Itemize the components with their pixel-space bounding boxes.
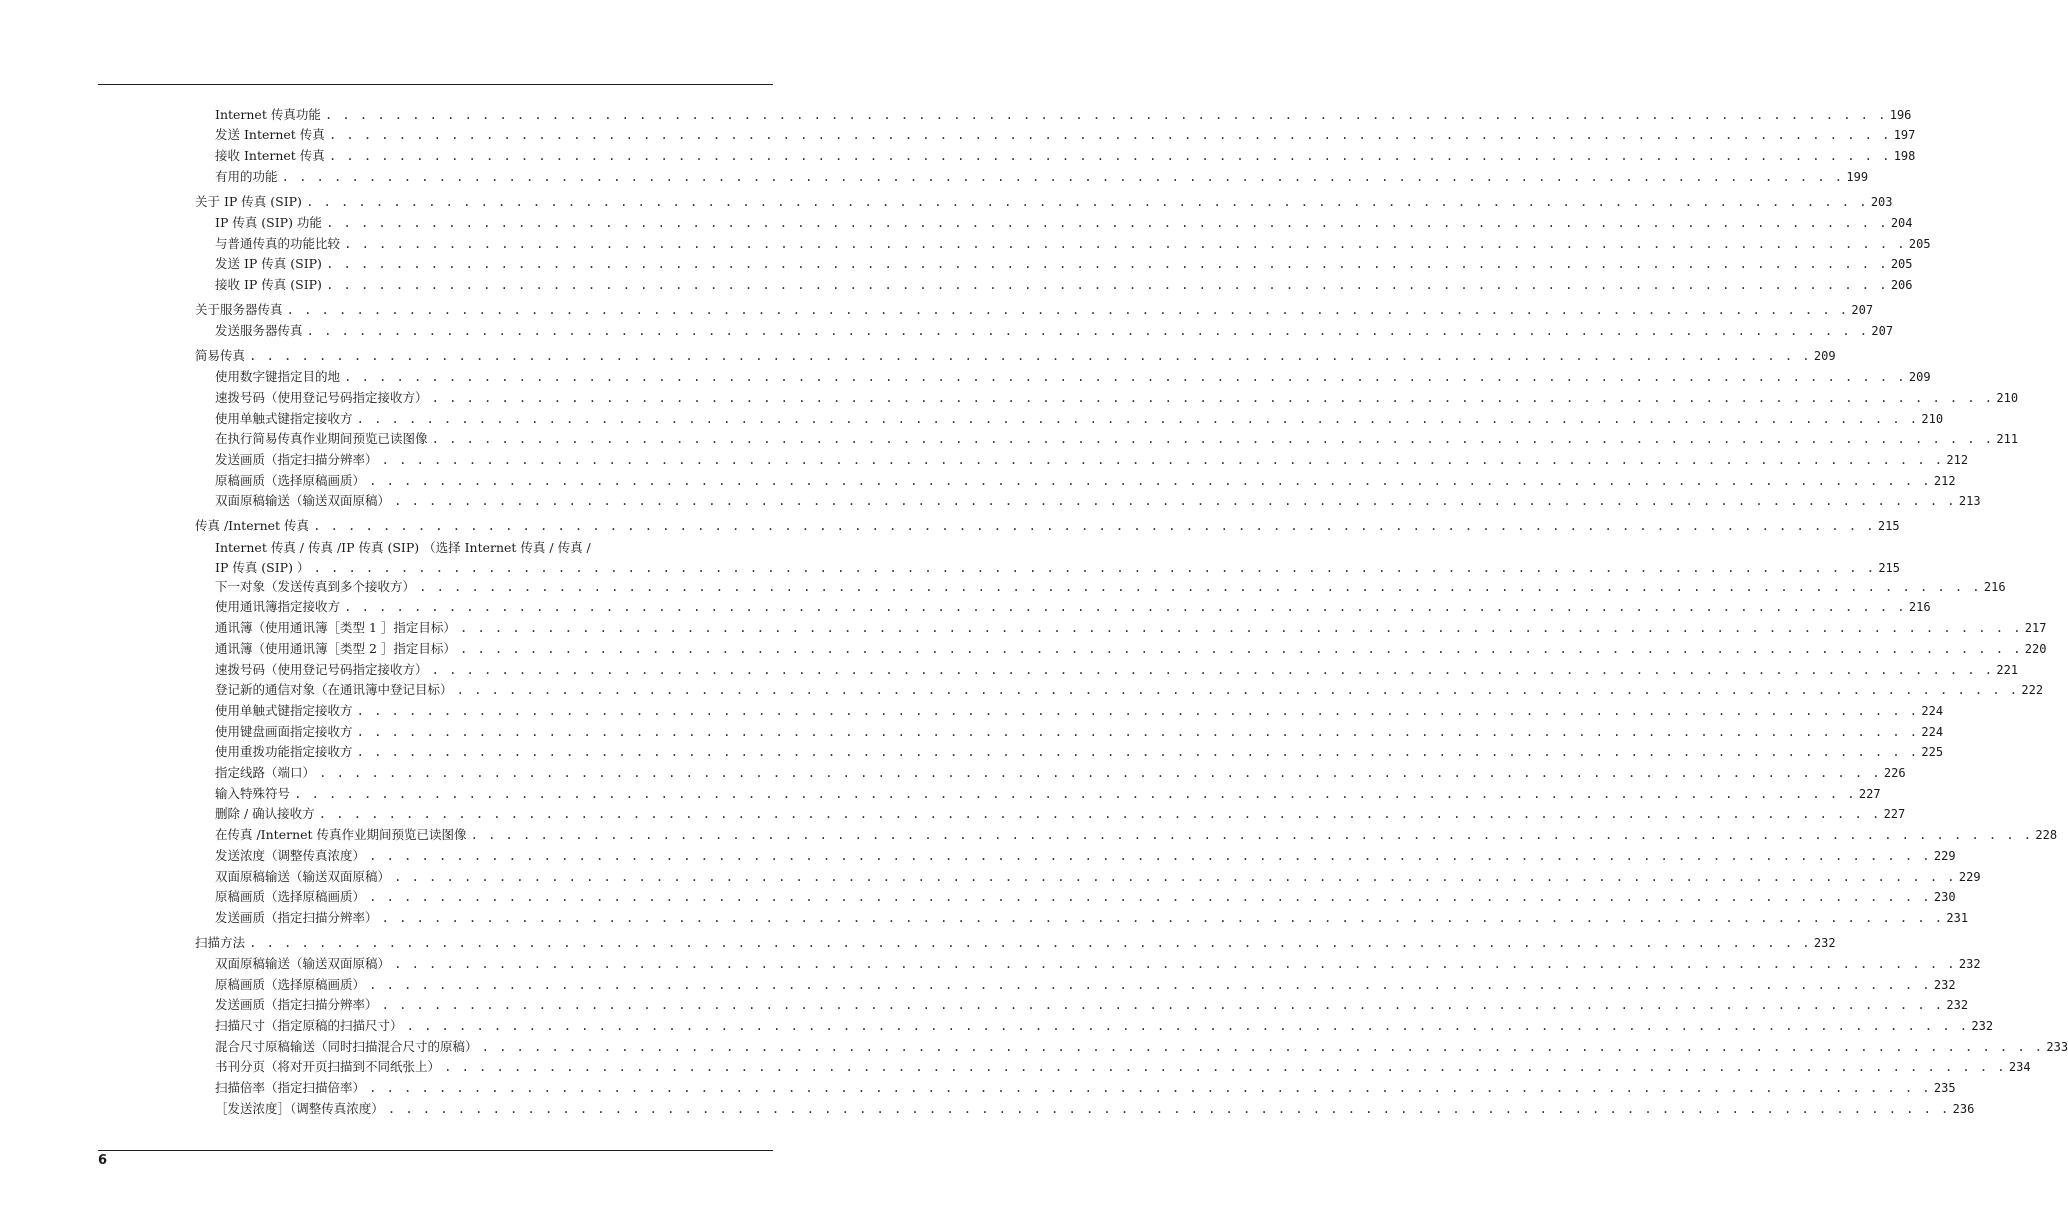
- toc-dot-leader: . . . . . . . . . . . . . . . . . . . . . . . . . . . . . . . . . . . . . . . . . . . . . . . . . . . . . . . . . . . . . . . . . . . . . . . . . . . . . . . . . . . . . . . . . .: [369, 473, 1931, 488]
- toc-page-number: 232: [1933, 978, 1956, 992]
- toc-page-number: 216: [1908, 600, 1931, 614]
- toc-entry-label: ［发送浓度］（调整传真浓度）: [215, 1101, 384, 1116]
- toc-subsection-entry[interactable]: [215, 276, 1913, 294]
- toc-dot-leader: . . . . . . . . . . . . . . . . . . . . . . . . . . . . . . . . . . . . . . . . . . . . . . . . . . . . . . . . . . . . . . . . . . . . . . . . . . . . . . . . . . . . . . . . . .: [319, 765, 1881, 780]
- toc-page-number: 232: [1946, 998, 1969, 1012]
- toc-subsection-entry[interactable]: [215, 868, 1981, 886]
- toc-entry-label: 使用数字键指定目的地: [215, 369, 341, 384]
- toc-page-number: 222: [2021, 683, 2044, 697]
- toc-entry-label: 删除 / 确认接收方: [215, 806, 315, 821]
- toc-entry-label: 使用键盘画面指定接收方: [215, 724, 353, 739]
- toc-entry-label: 有用的功能: [215, 169, 278, 184]
- toc-entry-label: IP 传真 (SIP) ）: [215, 560, 310, 575]
- toc-dot-leader: . . . . . . . . . . . . . . . . . . . . . . . . . . . . . . . . . . . . . . . . . . . . . . . . . . . . . . . . . . . . . . . . . . . . . . . . . . . . . . . . . . . . . . . . . .: [394, 956, 1956, 971]
- toc-dot-leader: . . . . . . . . . . . . . . . . . . . . . . . . . . . . . . . . . . . . . . . . . . . . . . . . . . . . . . . . . . . . . . . . . . . . . . . . . . . . . . . . . . . . . . . . . .: [369, 848, 1931, 863]
- toc-page-number: 207: [1871, 324, 1894, 338]
- toc-subsection-entry[interactable]: [215, 847, 1956, 865]
- toc-page-number: 215: [1878, 561, 1901, 575]
- toc-page-number: 232: [1971, 1019, 1994, 1033]
- toc-entry-label: 通讯簿（使用通讯簿［类型 1 ］指定目标）: [215, 620, 456, 635]
- toc-page-number: 236: [1952, 1102, 1975, 1116]
- toc-subsection-entry[interactable]: [215, 996, 1969, 1014]
- toc-entry-label: 原稿画质（选择原稿画质）: [215, 977, 366, 992]
- toc-dot-leader: . . . . . . . . . . . . . . . . . . . . . . . . . . . . . . . . . . . . . . . . . . . . . . . . . . . . . . . . . . . . . . . . . . . . . . . . . . . . . . . . . . . . . . . . . .: [381, 910, 1944, 925]
- toc-subsection-entry[interactable]: [215, 168, 1869, 186]
- toc-entry-label: 扫描方法: [195, 935, 246, 950]
- toc-page-number: 216: [1983, 580, 2006, 594]
- toc-entry-label: 在传真 /Internet 传真作业期间预览已读图像: [215, 827, 467, 842]
- toc-page-number: 227: [1883, 807, 1906, 821]
- toc-subsection-entry[interactable]: [215, 322, 1894, 340]
- toc-dot-leader: . . . . . . . . . . . . . . . . . . . . . . . . . . . . . . . . . . . . . . . . . . . . . . . . . . . . . . . . . . . . . . . . . . . . . . . . . . . . . . . . . . . . . . . . . .: [369, 1080, 1931, 1095]
- toc-subsection-entry[interactable]: [215, 661, 2019, 679]
- toc-subsection-entry[interactable]: [215, 619, 2047, 637]
- toc-subsection-entry[interactable]: [215, 1038, 2068, 1056]
- toc-dot-leader: . . . . . . . . . . . . . . . . . . . . . . . . . . . . . . . . . . . . . . . . . . . . . . . . . . . . . . . . . . . . . . . . . . . . . . . . . . . . . . . . . . . . . . . . . .: [313, 560, 1876, 575]
- toc-subsection-entry[interactable]: [215, 826, 2058, 844]
- toc-page-number: 211: [1996, 432, 2019, 446]
- toc-entry-label: 输入特殊符号: [215, 786, 291, 801]
- page-number: 6: [98, 1153, 108, 1168]
- footer-rule: [98, 1150, 773, 1151]
- toc-page-number: 198: [1893, 149, 1916, 163]
- toc-entry-label: 双面原稿输送（输送双面原稿）: [215, 869, 391, 884]
- toc-page-number: 232: [1958, 957, 1981, 971]
- toc-subsection-entry[interactable]: [215, 598, 1931, 616]
- toc-subsection-entry[interactable]: [215, 559, 1901, 577]
- toc-entry-label: 使用单触式键指定接收方: [215, 703, 353, 718]
- toc-page-number: 204: [1890, 216, 1913, 230]
- toc-dot-leader: . . . . . . . . . . . . . . . . . . . . . . . . . . . . . . . . . . . . . . . . . . . . . . . . . . . . . . . . . . . . . . . . . . . . . . . . . . . . . . . . . . . . . . . . . .: [481, 1039, 2044, 1054]
- toc-section-entry[interactable]: [195, 193, 1893, 211]
- toc-dot-leader: . . . . . . . . . . . . . . . . . . . . . . . . . . . . . . . . . . . . . . . . . . . . . . . . . . . . . . . . . . . . . . . . . . . . . . . . . . . . . . . . . . . . . . . . . .: [456, 682, 2019, 697]
- toc-dot-leader: . . . . . . . . . . . . . . . . . . . . . . . . . . . . . . . . . . . . . . . . . . . . . . . . . . . . . . . . . . . . . . . . . . . . . . . . . . . . . . . . . . . . . . . . . .: [356, 411, 1919, 426]
- toc-page-number: 225: [1921, 745, 1944, 759]
- toc-entry-label: 传真 /Internet 传真: [195, 518, 310, 533]
- toc-page-number: 205: [1908, 237, 1931, 251]
- toc-entry-label: 关于服务器传真: [195, 302, 283, 317]
- toc-page-number: 209: [1813, 349, 1836, 363]
- toc-entry-label: 使用通讯簿指定接收方: [215, 599, 341, 614]
- toc-entry-continuation: Internet 传真 / 传真 /IP 传真 (SIP) （选择 Internet 传真 / 传真 /: [215, 540, 591, 555]
- toc-subsection-entry[interactable]: [215, 255, 1913, 273]
- toc-page-number: 210: [1921, 412, 1944, 426]
- toc-page-number: 234: [2008, 1060, 2031, 1074]
- toc-page-number: 235: [1933, 1081, 1956, 1095]
- toc-page-number: 230: [1933, 890, 1956, 904]
- toc-entry-label: 混合尺寸原稿输送（同时扫描混合尺寸的原稿）: [215, 1039, 478, 1054]
- toc-entry-label: 发送画质（指定扫描分辨率）: [215, 910, 378, 925]
- toc-entry-label: 接收 Internet 传真: [215, 148, 325, 163]
- toc-page-number: 209: [1908, 370, 1931, 384]
- toc-dot-leader: . . . . . . . . . . . . . . . . . . . . . . . . . . . . . . . . . . . . . . . . . . . . . . . . . . . . . . . . . . . . . . . . . . . . . . . . . . . . . . . . . . . . . . . . . .: [249, 348, 1811, 363]
- toc-section-entry[interactable]: [195, 517, 1900, 535]
- toc-page-number: 199: [1846, 170, 1869, 184]
- toc-dot-leader: . . . . . . . . . . . . . . . . . . . . . . . . . . . . . . . . . . . . . . . . . . . . . . . . . . . . . . . . . . . . . . . . . . . . . . . . . . . . . . . . . . . . . . . . . .: [369, 977, 1931, 992]
- toc-section-entry[interactable]: [195, 301, 1874, 319]
- toc-entry-label: 原稿画质（选择原稿画质）: [215, 473, 366, 488]
- toc-subsection-entry[interactable]: [215, 681, 2044, 699]
- toc-subsection-entry[interactable]: [215, 578, 2006, 596]
- toc-section-entry[interactable]: [195, 934, 1836, 952]
- toc-page-number: 229: [1958, 870, 1981, 884]
- toc-page-number: 221: [1996, 663, 2019, 677]
- toc-page-number: 206: [1890, 278, 1913, 292]
- toc-dot-leader: . . . . . . . . . . . . . . . . . . . . . . . . . . . . . . . . . . . . . . . . . . . . . . . . . . . . . . . . . . . . . . . . . . . . . . . . . . . . . . . . . . . . . . . . . .: [406, 1018, 1969, 1033]
- toc-subsection-entry[interactable]: [215, 1079, 1956, 1097]
- toc-entry-label: 在执行简易传真作业期间预览已读图像: [215, 431, 428, 446]
- toc-subsection-entry[interactable]: [215, 955, 1981, 973]
- toc-entry-label: 发送 Internet 传真: [215, 127, 325, 142]
- toc-entry-label: 接收 IP 传真 (SIP): [215, 277, 322, 292]
- toc-entry-label: 发送画质（指定扫描分辨率）: [215, 452, 378, 467]
- toc-dot-leader: . . . . . . . . . . . . . . . . . . . . . . . . . . . . . . . . . . . . . . . . . . . . . . . . . . . . . . . . . . . . . . . . . . . . . . . . . . . . . . . . . . . . . . . . . .: [459, 620, 2022, 635]
- toc-entry-label: 发送服务器传真: [215, 323, 303, 338]
- toc-dot-leader: . . . . . . . . . . . . . . . . . . . . . . . . . . . . . . . . . . . . . . . . . . . . . . . . . . . . . . . . . . . . . . . . . . . . . . . . . . . . . . . . . . . . . . . . . .: [394, 869, 1956, 884]
- toc-dot-leader: . . . . . . . . . . . . . . . . . . . . . . . . . . . . . . . . . . . . . . . . . . . . . . . . . . . . . . . . . . . . . . . . . . . . . . . . . . . . . . . . . . . . . . . . . .: [313, 518, 1875, 533]
- toc-dot-leader: . . . . . . . . . . . . . . . . . . . . . . . . . . . . . . . . . . . . . . . . . . . . . . . . . . . . . . . . . . . . . . . . . . . . . . . . . . . . . . . . . . . . . . . . . .: [470, 827, 2033, 842]
- toc-dot-leader: . . . . . . . . . . . . . . . . . . . . . . . . . . . . . . . . . . . . . . . . . . . . . . . . . . . . . . . . . . . . . . . . . . . . . . . . . . . . . . . . . . . . . . . . . .: [324, 107, 1887, 122]
- toc-dot-leader: . . . . . . . . . . . . . . . . . . . . . . . . . . . . . . . . . . . . . . . . . . . . . . . . . . . . . . . . . . . . . . . . . . . . . . . . . . . . . . . . . . . . . . . . . .: [306, 323, 1869, 338]
- toc-dot-leader: . . . . . . . . . . . . . . . . . . . . . . . . . . . . . . . . . . . . . . . . . . . . . . . . . . . . . . . . . . . . . . . . . . . . . . . . . . . . . . . . . . . . . . . . . .: [294, 786, 1856, 801]
- toc-entry-label: 发送 IP 传真 (SIP): [215, 256, 322, 271]
- toc-entry-label: 关于 IP 传真 (SIP): [195, 194, 302, 209]
- toc-dot-leader: . . . . . . . . . . . . . . . . . . . . . . . . . . . . . . . . . . . . . . . . . . . . . . . . . . . . . . . . . . . . . . . . . . . . . . . . . . . . . . . . . . . . . . . . . .: [325, 215, 1888, 230]
- toc-subsection-entry[interactable]: [215, 492, 1981, 510]
- toc-subsection-entry[interactable]: [215, 430, 2019, 448]
- toc-entry-label: 书刊分页（将对开页扫描到不同纸张上）: [215, 1059, 441, 1074]
- toc-subsection-entry[interactable]: [215, 723, 1944, 741]
- toc-subsection-entry[interactable]: [215, 888, 1956, 906]
- toc-page-number: 197: [1893, 128, 1916, 142]
- toc-dot-leader: . . . . . . . . . . . . . . . . . . . . . . . . . . . . . . . . . . . . . . . . . . . . . . . . . . . . . . . . . . . . . . . . . . . . . . . . . . . . . . . . . . . . . . . . . .: [419, 579, 1981, 594]
- toc-dot-leader: . . . . . . . . . . . . . . . . . . . . . . . . . . . . . . . . . . . . . . . . . . . . . . . . . . . . . . . . . . . . . . . . . . . . . . . . . . . . . . . . . . . . . . . . . .: [328, 127, 1891, 142]
- toc-entry-label: Internet 传真功能: [215, 107, 321, 122]
- toc-dot-leader: . . . . . . . . . . . . . . . . . . . . . . . . . . . . . . . . . . . . . . . . . . . . . . . . . . . . . . . . . . . . . . . . . . . . . . . . . . . . . . . . . . . . . . . . . .: [381, 452, 1944, 467]
- toc-dot-leader: . . . . . . . . . . . . . . . . . . . . . . . . . . . . . . . . . . . . . . . . . . . . . . . . . . . . . . . . . . . . . . . . . . . . . . . . . . . . . . . . . . . . . . . . . .: [459, 641, 2022, 656]
- toc-subsection-entry[interactable]: [215, 640, 2047, 658]
- toc-subsection-entry[interactable]: [215, 389, 2019, 407]
- toc-dot-leader: . . . . . . . . . . . . . . . . . . . . . . . . . . . . . . . . . . . . . . . . . . . . . . . . . . . . . . . . . . . . . . . . . . . . . . . . . . . . . . . . . . . . . . . . . .: [387, 1101, 1950, 1116]
- toc-page-number: 224: [1921, 704, 1944, 718]
- toc-page-number: 229: [1933, 849, 1956, 863]
- toc-entry-label: 双面原稿输送（输送双面原稿）: [215, 956, 391, 971]
- toc-entry-label: 发送画质（指定扫描分辨率）: [215, 997, 378, 1012]
- toc-subsection-entry[interactable]: [215, 472, 1956, 490]
- toc-entry-label: 扫描尺寸（指定原稿的扫描尺寸）: [215, 1018, 403, 1033]
- toc-subsection-entry[interactable]: [215, 1017, 1994, 1035]
- toc-page-number: 212: [1946, 453, 1969, 467]
- toc-page-number: 231: [1946, 911, 1969, 925]
- toc-subsection-entry[interactable]: [215, 410, 1944, 428]
- toc-dot-leader: . . . . . . . . . . . . . . . . . . . . . . . . . . . . . . . . . . . . . . . . . . . . . . . . . . . . . . . . . . . . . . . . . . . . . . . . . . . . . . . . . . . . . . . . . .: [431, 662, 1994, 677]
- toc-page-number: 205: [1890, 257, 1913, 271]
- toc-subsection-entry[interactable]: [215, 743, 1944, 761]
- toc-subsection-entry[interactable]: [215, 909, 1969, 927]
- toc-subsection-entry[interactable]: [215, 147, 1916, 165]
- toc-entry-label: 扫描倍率（指定扫描倍率）: [215, 1080, 366, 1095]
- toc-dot-leader: . . . . . . . . . . . . . . . . . . . . . . . . . . . . . . . . . . . . . . . . . . . . . . . . . . . . . . . . . . . . . . . . . . . . . . . . . . . . . . . . . . . . . . . . . .: [249, 935, 1811, 950]
- toc-entry-label: 使用单触式键指定接收方: [215, 411, 353, 426]
- toc-dot-leader: . . . . . . . . . . . . . . . . . . . . . . . . . . . . . . . . . . . . . . . . . . . . . . . . . . . . . . . . . . . . . . . . . . . . . . . . . . . . . . . . . . . . . . . . . .: [328, 148, 1891, 163]
- toc-dot-leader: . . . . . . . . . . . . . . . . . . . . . . . . . . . . . . . . . . . . . . . . . . . . . . . . . . . . . . . . . . . . . . . . . . . . . . . . . . . . . . . . . . . . . . . . . .: [356, 744, 1919, 759]
- toc-entry-label: IP 传真 (SIP) 功能: [215, 215, 322, 230]
- toc-entry-label: 通讯簿（使用通讯簿［类型 2 ］指定目标）: [215, 641, 456, 656]
- toc-entry-label: 指定线路（端口）: [215, 765, 316, 780]
- toc-subsection-entry[interactable]: [215, 976, 1956, 994]
- toc-entry-label: 速拨号码（使用登记号码指定接收方）: [215, 390, 428, 405]
- toc-dot-leader: . . . . . . . . . . . . . . . . . . . . . . . . . . . . . . . . . . . . . . . . . . . . . . . . . . . . . . . . . . . . . . . . . . . . . . . . . . . . . . . . . . . . . . . . . .: [344, 236, 1906, 251]
- toc-subsection-entry[interactable]: [215, 764, 1906, 782]
- toc-entry-label: 简易传真: [195, 348, 246, 363]
- toc-page-number: 212: [1933, 474, 1956, 488]
- toc-dot-leader: . . . . . . . . . . . . . . . . . . . . . . . . . . . . . . . . . . . . . . . . . . . . . . . . . . . . . . . . . . . . . . . . . . . . . . . . . . . . . . . . . . . . . . . . . .: [325, 256, 1888, 271]
- toc-subsection-entry[interactable]: [215, 235, 1931, 253]
- toc-page-number: 226: [1883, 766, 1906, 780]
- toc-dot-leader: . . . . . . . . . . . . . . . . . . . . . . . . . . . . . . . . . . . . . . . . . . . . . . . . . . . . . . . . . . . . . . . . . . . . . . . . . . . . . . . . . . . . . . . . . .: [369, 889, 1931, 904]
- toc-page-number: 224: [1921, 725, 1944, 739]
- toc-page-number: 203: [1870, 195, 1893, 209]
- toc-page-number: 232: [1813, 936, 1836, 950]
- toc-page-number: 207: [1851, 303, 1874, 317]
- toc-page-number: 210: [1996, 391, 2019, 405]
- toc-entry-label: 登记新的通信对象（在通讯簿中登记目标）: [215, 682, 453, 697]
- toc-subsection-entry[interactable]: [215, 214, 1913, 232]
- toc-entry-label: 原稿画质（选择原稿画质）: [215, 889, 366, 904]
- toc-dot-leader: . . . . . . . . . . . . . . . . . . . . . . . . . . . . . . . . . . . . . . . . . . . . . . . . . . . . . . . . . . . . . . . . . . . . . . . . . . . . . . . . . . . . . . . . . .: [305, 194, 1868, 209]
- toc-subsection-entry[interactable]: [215, 702, 1944, 720]
- toc-dot-leader: . . . . . . . . . . . . . . . . . . . . . . . . . . . . . . . . . . . . . . . . . . . . . . . . . . . . . . . . . . . . . . . . . . . . . . . . . . . . . . . . . . . . . . . . . .: [431, 431, 1994, 446]
- toc-entry-label: 双面原稿输送（输送双面原稿）: [215, 493, 391, 508]
- toc-subsection-entry[interactable]: [215, 106, 1912, 124]
- toc-section-entry[interactable]: [195, 347, 1836, 365]
- toc-subsection-entry[interactable]: [215, 805, 1906, 823]
- toc-page-number: 213: [1958, 494, 1981, 508]
- toc-entry-label: 速拨号码（使用登记号码指定接收方）: [215, 662, 428, 677]
- toc-page-number: 228: [2035, 828, 2058, 842]
- toc-dot-leader: . . . . . . . . . . . . . . . . . . . . . . . . . . . . . . . . . . . . . . . . . . . . . . . . . . . . . . . . . . . . . . . . . . . . . . . . . . . . . . . . . . . . . . . . . .: [344, 599, 1906, 614]
- toc-page-number: 215: [1877, 519, 1900, 533]
- toc-subsection-entry[interactable]: [215, 1058, 2031, 1076]
- toc-dot-leader: . . . . . . . . . . . . . . . . . . . . . . . . . . . . . . . . . . . . . . . . . . . . . . . . . . . . . . . . . . . . . . . . . . . . . . . . . . . . . . . . . . . . . . . . . .: [444, 1059, 2006, 1074]
- toc-entry-label: 使用重拨功能指定接收方: [215, 744, 353, 759]
- toc-page-number: 233: [2046, 1040, 2068, 1054]
- toc-dot-leader: . . . . . . . . . . . . . . . . . . . . . . . . . . . . . . . . . . . . . . . . . . . . . . . . . . . . . . . . . . . . . . . . . . . . . . . . . . . . . . . . . . . . . . . . . .: [394, 493, 1956, 508]
- toc-dot-leader: . . . . . . . . . . . . . . . . . . . . . . . . . . . . . . . . . . . . . . . . . . . . . . . . . . . . . . . . . . . . . . . . . . . . . . . . . . . . . . . . . . . . . . . . . .: [356, 703, 1919, 718]
- toc-dot-leader: . . . . . . . . . . . . . . . . . . . . . . . . . . . . . . . . . . . . . . . . . . . . . . . . . . . . . . . . . . . . . . . . . . . . . . . . . . . . . . . . . . . . . . . . . .: [281, 169, 1844, 184]
- toc-subsection-entry[interactable]: [215, 785, 1881, 803]
- toc-dot-leader: . . . . . . . . . . . . . . . . . . . . . . . . . . . . . . . . . . . . . . . . . . . . . . . . . . . . . . . . . . . . . . . . . . . . . . . . . . . . . . . . . . . . . . . . . .: [356, 724, 1919, 739]
- toc-entry-label: 与普通传真的功能比较: [215, 236, 341, 251]
- toc-dot-leader: . . . . . . . . . . . . . . . . . . . . . . . . . . . . . . . . . . . . . . . . . . . . . . . . . . . . . . . . . . . . . . . . . . . . . . . . . . . . . . . . . . . . . . . . . .: [431, 390, 1994, 405]
- toc-dot-leader: . . . . . . . . . . . . . . . . . . . . . . . . . . . . . . . . . . . . . . . . . . . . . . . . . . . . . . . . . . . . . . . . . . . . . . . . . . . . . . . . . . . . . . . . . .: [381, 997, 1944, 1012]
- toc-page-number: 217: [2024, 621, 2047, 635]
- toc-page-number: 196: [1889, 108, 1912, 122]
- toc-dot-leader: . . . . . . . . . . . . . . . . . . . . . . . . . . . . . . . . . . . . . . . . . . . . . . . . . . . . . . . . . . . . . . . . . . . . . . . . . . . . . . . . . . . . . . . . . .: [325, 277, 1888, 292]
- toc-subsection-entry[interactable]: [215, 368, 1931, 386]
- toc-dot-leader: . . . . . . . . . . . . . . . . . . . . . . . . . . . . . . . . . . . . . . . . . . . . . . . . . . . . . . . . . . . . . . . . . . . . . . . . . . . . . . . . . . . . . . . . . .: [318, 806, 1881, 821]
- toc-page-number: 220: [2024, 642, 2047, 656]
- toc-dot-leader: . . . . . . . . . . . . . . . . . . . . . . . . . . . . . . . . . . . . . . . . . . . . . . . . . . . . . . . . . . . . . . . . . . . . . . . . . . . . . . . . . . . . . . . . . .: [344, 369, 1906, 384]
- toc-subsection-entry[interactable]: [215, 126, 1916, 144]
- toc-entry-label: 发送浓度（调整传真浓度）: [215, 848, 366, 863]
- toc-subsection-entry[interactable]: [215, 451, 1969, 469]
- toc-page-number: 227: [1858, 787, 1881, 801]
- toc-entry-label: 下一对象（发送传真到多个接收方）: [215, 579, 416, 594]
- toc-subsection-entry[interactable]: [215, 1100, 1975, 1118]
- toc-dot-leader: . . . . . . . . . . . . . . . . . . . . . . . . . . . . . . . . . . . . . . . . . . . . . . . . . . . . . . . . . . . . . . . . . . . . . . . . . . . . . . . . . . . . . . . . . .: [286, 302, 1849, 317]
